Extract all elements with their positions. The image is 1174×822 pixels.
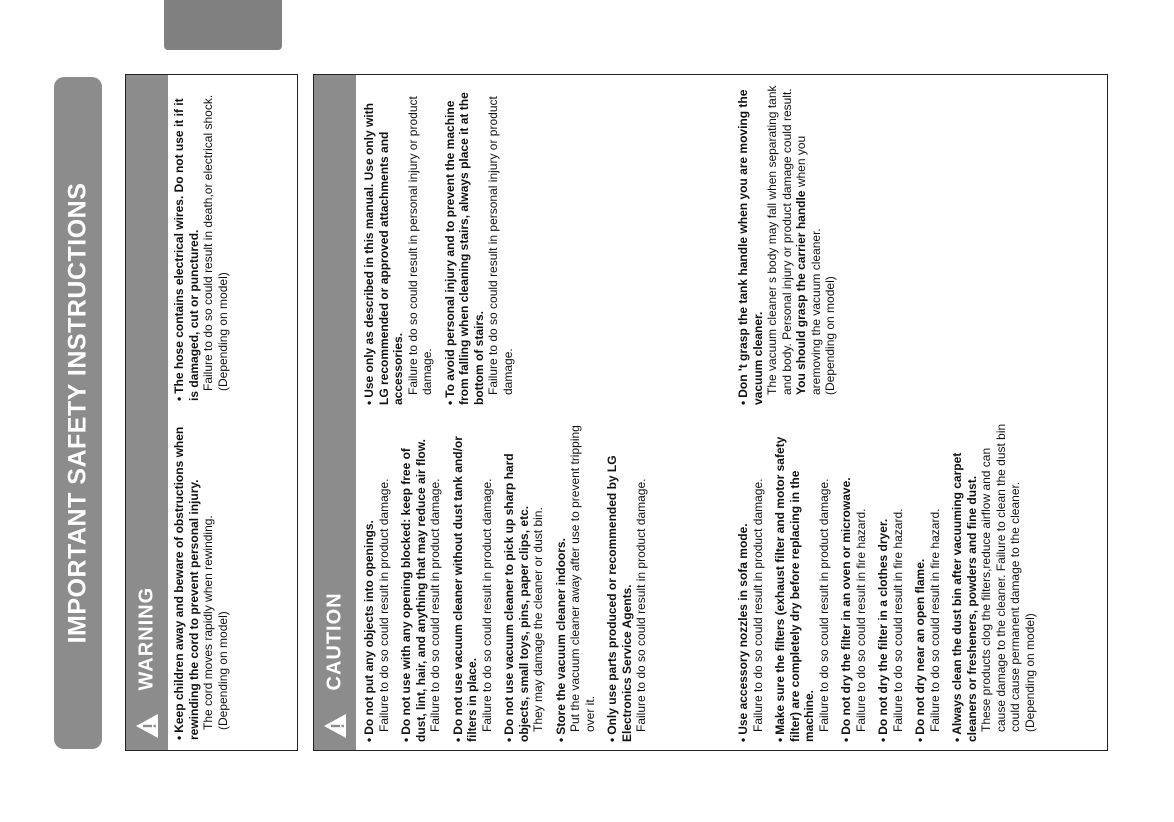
caution-item: •Do not use vacuum cleaner without dust tank and/or filters in place. Failure to do so could result in product damage. — [450, 436, 494, 742]
page-tab-block — [164, 0, 282, 50]
caution-label: CAUTION — [323, 592, 346, 691]
caution-item: •Use only as described in this manual. Use only with LG recommended or approved attachments and accessories. Failure to do so could result in personal injury or product damage. — [362, 96, 434, 405]
caution-item: •Don 't grasp the tank handle when you are moving the vacuum cleaner. The vacuum cleaner s body may fall when separating tank and body. Personal injury or product damage could result. You should grasp the carrier handle when you aremoving the vacuum cleaner. (Depending on model) — [736, 85, 837, 405]
warning-panel — [125, 74, 298, 751]
caution-item: •To avoid personal injury and to prevent the machine from falling when cleaning stairs, always place it at the bottom of stairs. Failure to do so could result in personal injury or product damage. — [442, 92, 515, 405]
caution-item: •Always clean the dust bin after vacuuming carpet cleaners or fresheners, powders and fine dust. These products clog the filters,reduce airflow and can cause damage to the cleaner. Failure to clean the dust bin could cause permanent damage to the cleaner. (Depending on model) — [950, 423, 1037, 742]
caution-item: •Do not dry near an open flame. Failure to do so could result in fire hazard. — [913, 508, 942, 742]
caution-item: •Do not put any objects into openings. Failure to do so could result in product damage. — [362, 478, 391, 742]
warning-item: •Keep children away and beware of obstructions when rewinding the cord to prevent personal injury. The cord moves rapidly when rewinding. (Depending on model) — [172, 426, 230, 740]
caution-item: •Make sure the filters (exhaust filter and motor safety filter) are completely dry before replacing in the machine. Failure to do so could result in product damage. — [773, 436, 831, 742]
warning-header — [126, 75, 168, 750]
caution-header — [314, 75, 356, 750]
caution-item: •Do not dry the filter in a clothes dryer. Failure to do so could result in fire hazard. — [876, 508, 905, 742]
caution-item: •Do not dry the filter in an oven or microwave. Failure to do so could result in fire hazard. — [839, 477, 868, 742]
caution-item: •Only use parts produced or recommended by LG Electronics Service Agents. Failure to do so could result in product damage. — [605, 455, 648, 742]
warning-triangle-icon — [134, 714, 160, 738]
section-title-bar — [54, 77, 102, 749]
caution-item: •Do not use with any opening blocked: keep free of dust, lint, hair, and anything that may reduce air flow. Failure to do so could result in product damage. — [399, 439, 442, 742]
caution-panel — [313, 74, 1108, 751]
warning-label: WARNING — [135, 586, 158, 691]
caution-item: •Use accessory nozzles in sofa mode. Failure to do so could result in product damage. — [736, 478, 765, 742]
page-title: IMPORTANT SAFETY INSTRUCTIONS — [63, 182, 92, 644]
warning-triangle-icon — [322, 714, 348, 738]
warning-item: •The hose contains electrical wires. Do not use it if it is damaged, cut or punctured. Failure to do so could result in death,or electrical shock. (Depending on model) — [172, 94, 230, 401]
caution-item: •Do not use vacuum cleaner to pick up sharp hard objects, small toys, pins, paper clips, etc. They may damage the cleaner or dust bin. — [502, 453, 545, 742]
caution-item: •Store the vacuum cleaner indoors. Put the vacuum cleaner away after use to prevent tripping over it. — [553, 425, 597, 742]
